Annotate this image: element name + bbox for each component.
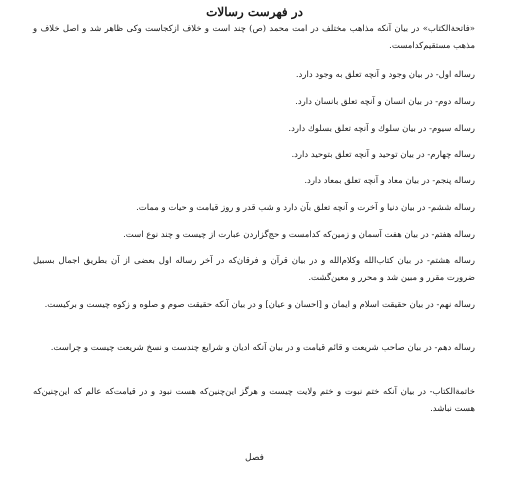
paragraph-risala-10: رساله دهم- در بیان صاحب شریعت و قائم قیامت و در بیان آنکه ادیان و شرایع چندست و نسخ شریعت چیست و چراست. [50,343,475,353]
page-title: در فهرست رسالات [206,5,303,19]
paragraph-risala-9: رساله نهم- در بیان حقیقت اسلام و ایمان و [احسان و عیان] و در بیان آنکه حقیقت صوم و صلوه و زکوه چیست و برکیست. [44,300,475,310]
paragraph-risala-5: رساله پنجم- در بیان معاد و آنچه تعلق بمعاد دارد. [304,176,475,186]
paragraph-khatima: خاتمة‌الکتاب- در بیان آنکه ختم نبوت و ختم ولایت چیست و هرگز این‌چنین‌که هست نبود و در قیامت‌که عالم که این‌چنین‌که هست نباشد. [33,387,475,414]
paragraph-risala-8: رساله هشتم- در بیان کتاب‌الله وکلام‌الله و در بیان قرآن و فرقان‌که در آخر رساله اول بعضی از آن بطریق اجمال بسبیل ضرورت مقرر و مبین شد و محرر و معین‌گشت. [33,256,475,283]
section-heading: فصل [245,453,264,463]
paragraph-risala-3: رساله سیوم- در بیان سلوك و آنچه تعلق بسلوك دارد. [288,124,475,134]
paragraph-fatiha: «فاتحة‌الکتاب» در بیان آنکه مذاهب مختلف در امت محمد (ص) چند است و خلاف ازکجاست وکی ظاهر شد و اصل خلاف و مذهب مستقیم‌کدامست. [33,24,475,51]
paragraph-risala-2: رساله دوم- در بیان انسان و آنچه تعلق بانسان دارد. [295,97,475,107]
paragraph-risala-4: رساله چهارم- در بیان توحید و آنچه تعلق بتوحید دارد. [291,150,475,160]
paragraph-risala-6: رساله ششم- در بیان دنیا و آخرت و آنچه تعلق بآن دارد و شب قدر و روز قیامت و حیات و ممات. [136,203,475,213]
paragraph-risala-1: رساله اول- در بیان وجود و آنچه تعلق به وجود دارد. [295,70,475,80]
paragraph-risala-7: رساله هفتم- در بیان هفت آسمان و زمین‌که کدامست و حج‌گزاردن عبارت از چیست و چند نوع است. [123,230,475,240]
